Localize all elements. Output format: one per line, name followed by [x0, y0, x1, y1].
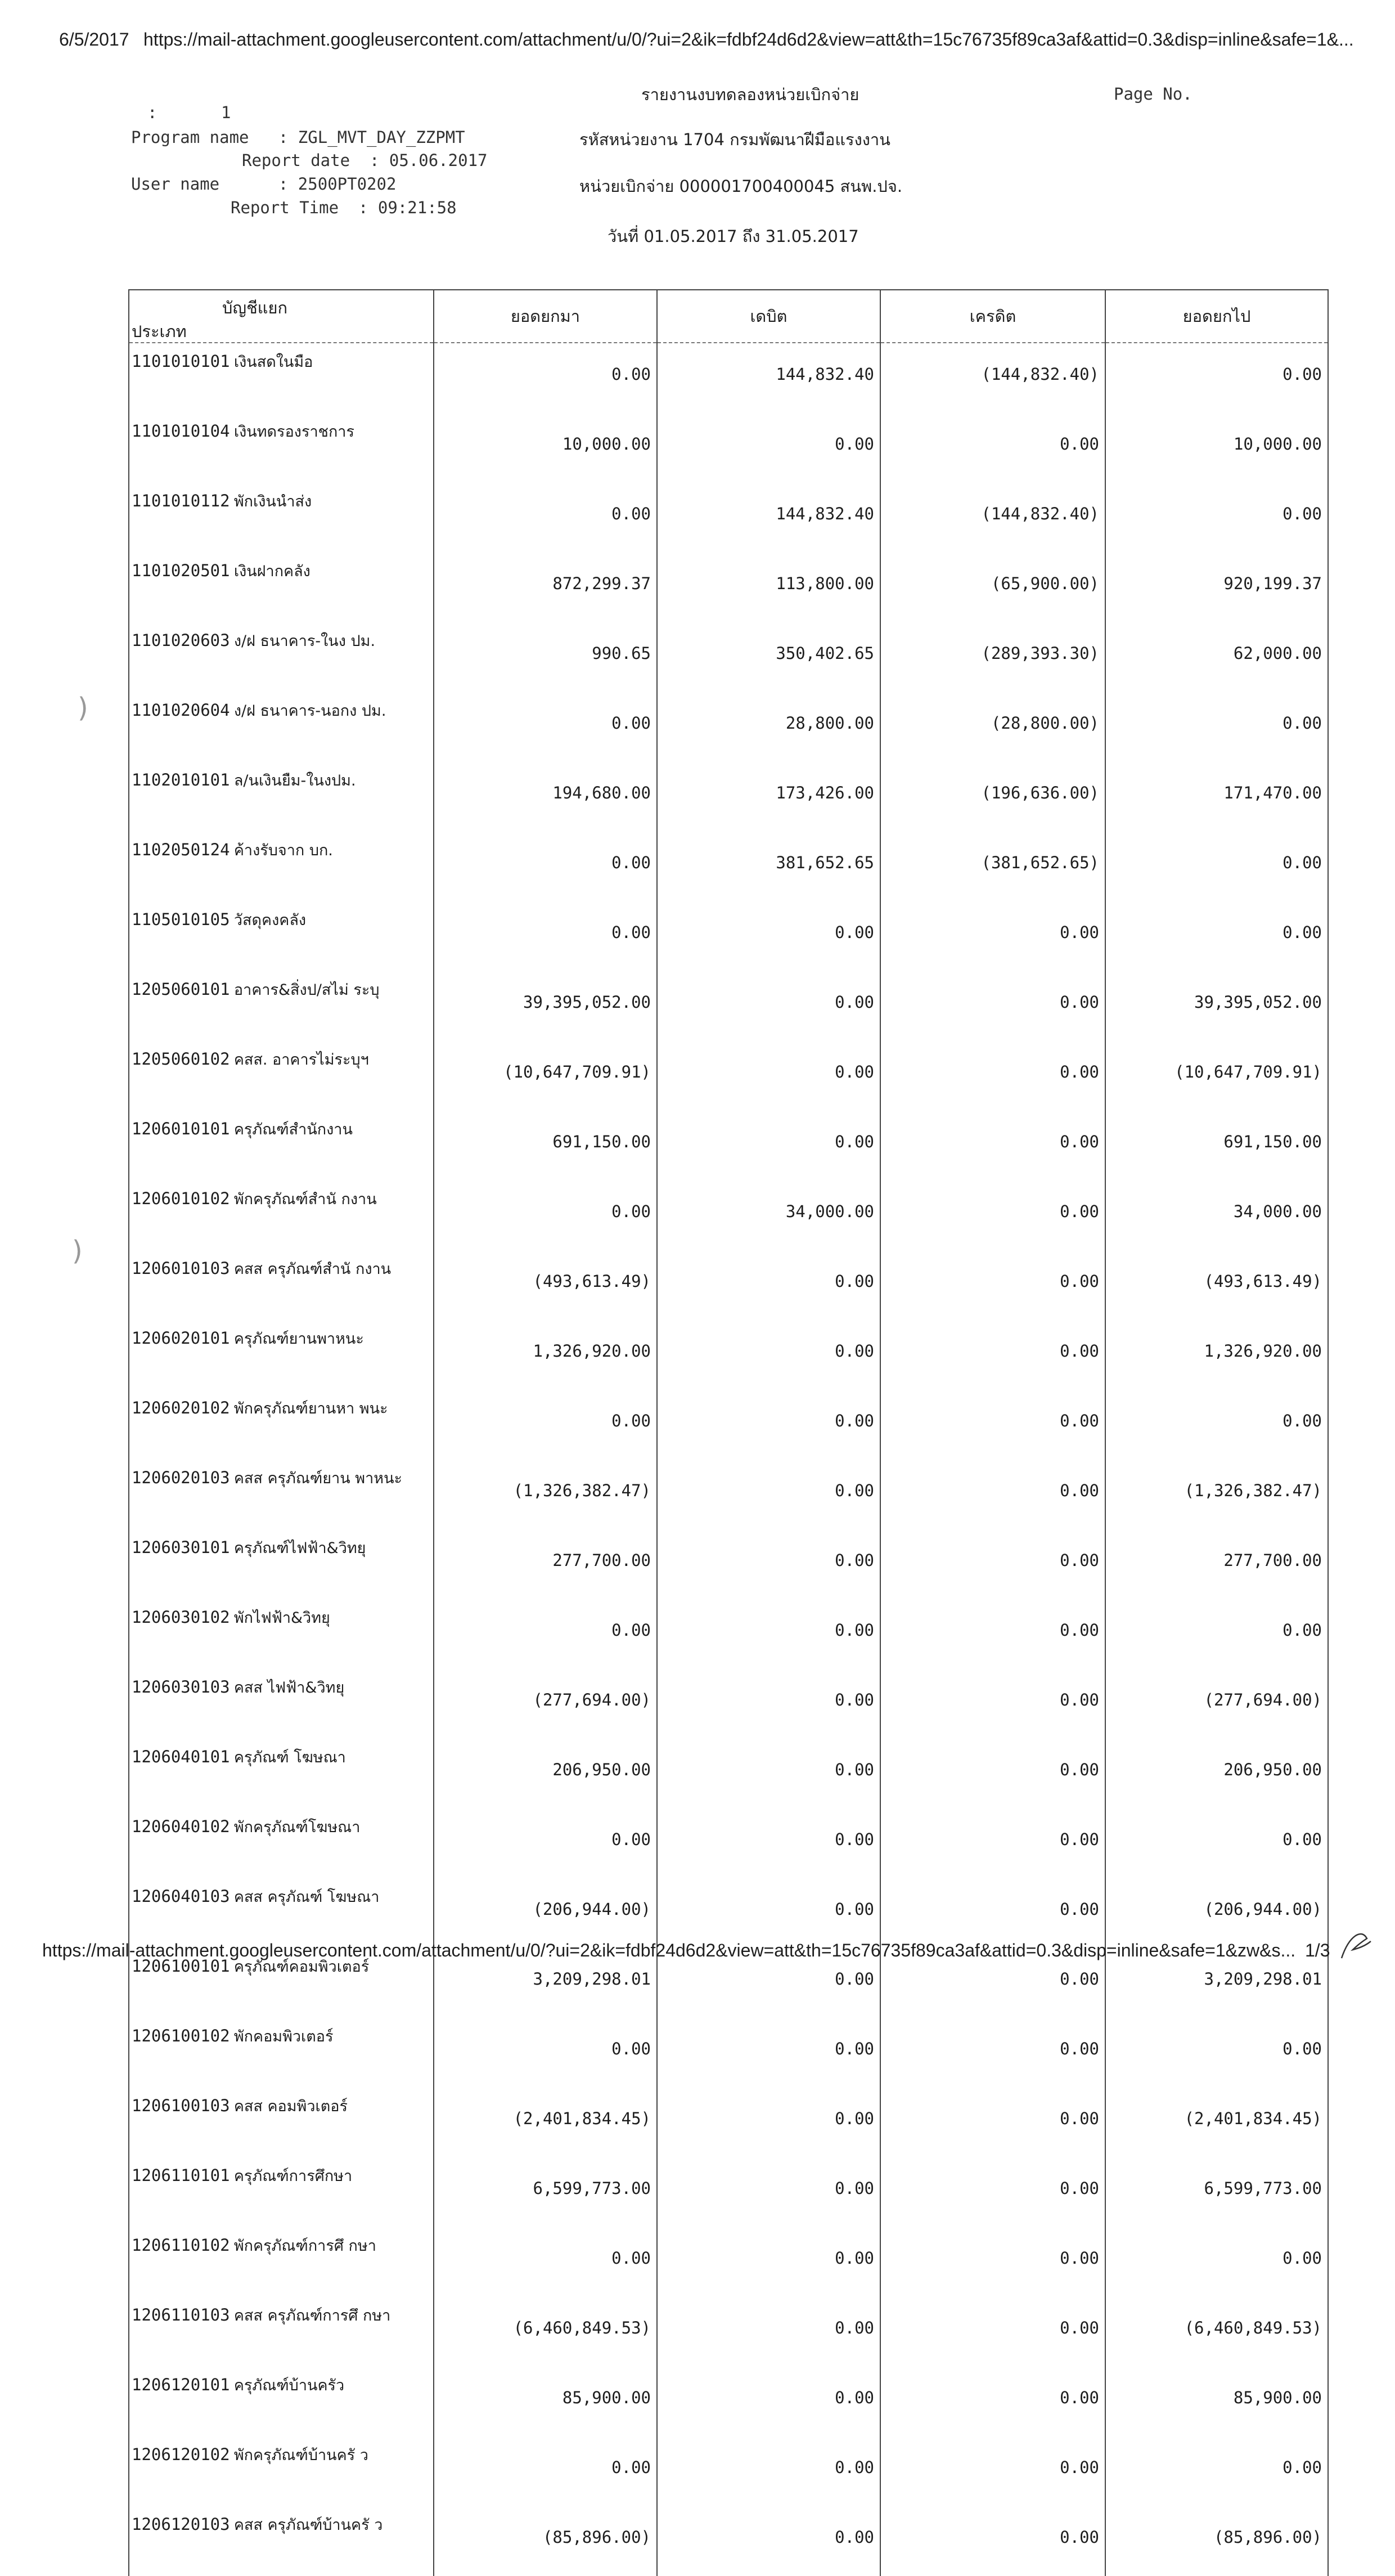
table-row — [129, 901, 1328, 971]
account-name: เงินสดในมือ — [233, 353, 313, 371]
opening-value: (277,694.00) — [434, 1669, 657, 1739]
credit-value: 0.00 — [880, 2018, 1105, 2088]
credit-value: 0.00 — [880, 1739, 1105, 1808]
closing-value: 34,000.00 — [1105, 1181, 1328, 1250]
closing-value: (10,647,709.91) — [1105, 1041, 1328, 1111]
account-code: 1206120101 — [132, 2375, 230, 2394]
account-cell — [129, 2088, 434, 2157]
debit-value: 0.00 — [657, 2227, 880, 2297]
closing-value: 0.00 — [1105, 2436, 1328, 2506]
credit-value: 0.00 — [880, 413, 1105, 483]
account-name: ง/ฝ ธนาคาร-ในง ปม. — [233, 632, 376, 650]
account-cell — [129, 832, 434, 901]
opening-value: (6,460,849.53) — [434, 2297, 657, 2367]
credit-value: 0.00 — [880, 1041, 1105, 1111]
account-cell — [129, 1390, 434, 1460]
header-type-label: ประเภท — [132, 322, 187, 341]
table-row — [129, 553, 1328, 622]
account-cell — [129, 2367, 434, 2436]
opening-value: (206,944.00) — [434, 1878, 657, 1948]
account-code: 1206120103 — [132, 2515, 230, 2534]
credit-value: (289,393.30) — [880, 622, 1105, 692]
account-code: 1205060102 — [132, 1049, 230, 1069]
opening-value: 39,395,052.00 — [434, 971, 657, 1041]
account-code: 1206100102 — [132, 2026, 230, 2045]
account-code: 1206020101 — [132, 1329, 230, 1348]
opening-value: 3,209,298.01 — [434, 1948, 657, 2018]
debit-value: 0.00 — [657, 1529, 880, 1599]
page-no-label: Page No. — [1114, 84, 1192, 104]
opening-value: 0.00 — [434, 2018, 657, 2088]
debit-value: 0.00 — [657, 2506, 880, 2576]
table-row — [129, 762, 1328, 832]
closing-value: 277,700.00 — [1105, 1529, 1328, 1599]
page-no-prefix: : — [147, 103, 158, 122]
opening-value: 10,000.00 — [434, 413, 657, 483]
closing-value: (206,944.00) — [1105, 1878, 1328, 1948]
opening-value: 0.00 — [434, 1181, 657, 1250]
credit-value: (28,800.00) — [880, 692, 1105, 762]
account-code: 1206030103 — [132, 1677, 230, 1697]
account-cell — [129, 1181, 434, 1250]
account-name: คสส ไฟฟ้า&วิทยุ — [233, 1679, 345, 1697]
debit-value: 0.00 — [657, 1320, 880, 1390]
closing-value: 0.00 — [1105, 1808, 1328, 1878]
credit-value: 0.00 — [880, 1250, 1105, 1320]
account-cell — [129, 1669, 434, 1739]
debit-value: 0.00 — [657, 1878, 880, 1948]
credit-value: 0.00 — [880, 2506, 1105, 2576]
account-cell — [129, 1599, 434, 1669]
opening-value: (1,326,382.47) — [434, 1460, 657, 1529]
closing-value: 10,000.00 — [1105, 413, 1328, 483]
table-row — [129, 1529, 1328, 1599]
account-cell — [129, 2227, 434, 2297]
table-row — [129, 1250, 1328, 1320]
credit-value: (381,652.65) — [880, 832, 1105, 901]
debit-value: 0.00 — [657, 901, 880, 971]
credit-value: (196,636.00) — [880, 762, 1105, 832]
account-name: เงินทดรองราชการ — [233, 423, 354, 441]
account-cell — [129, 483, 434, 553]
table-row — [129, 1390, 1328, 1460]
opening-value: 277,700.00 — [434, 1529, 657, 1599]
account-code: 1206110103 — [132, 2305, 230, 2324]
credit-value: 0.00 — [880, 1181, 1105, 1250]
account-code: 1206030101 — [132, 1538, 230, 1557]
closing-value: 206,950.00 — [1105, 1739, 1328, 1808]
account-cell — [129, 1739, 434, 1808]
account-cell — [129, 343, 434, 413]
account-name: คสส ครุภัณฑ์สำนั กงาน — [233, 1260, 392, 1278]
credit-value: (144,832.40) — [880, 343, 1105, 413]
table-row — [129, 1041, 1328, 1111]
table-row — [129, 1739, 1328, 1808]
account-name: คสส. อาคารไม่ระบุฯ — [233, 1051, 369, 1069]
account-cell — [129, 762, 434, 832]
opening-value: 0.00 — [434, 1808, 657, 1878]
closing-value: 0.00 — [1105, 692, 1328, 762]
debit-value: 0.00 — [657, 2018, 880, 2088]
opening-value: 206,950.00 — [434, 1739, 657, 1808]
credit-value: 0.00 — [880, 1390, 1105, 1460]
credit-value: 0.00 — [880, 1669, 1105, 1739]
table-row — [129, 1599, 1328, 1669]
closing-value: 62,000.00 — [1105, 622, 1328, 692]
credit-value: 0.00 — [880, 2157, 1105, 2227]
header-credit: เครดิต — [880, 290, 1105, 343]
opening-value: 6,599,773.00 — [434, 2157, 657, 2227]
closing-value: 0.00 — [1105, 2227, 1328, 2297]
opening-value: (85,896.00) — [434, 2506, 657, 2576]
header-debit: เดบิต — [657, 290, 880, 343]
account-name: พักครุภัณฑ์การศึ กษา — [233, 2237, 376, 2255]
table-row — [129, 483, 1328, 553]
closing-value: (493,613.49) — [1105, 1250, 1328, 1320]
account-cell — [129, 553, 434, 622]
account-code: 1205060101 — [132, 980, 230, 999]
closing-value: 0.00 — [1105, 483, 1328, 553]
credit-value: (65,900.00) — [880, 553, 1105, 622]
account-name: พักไฟฟ้า&วิทยุ — [233, 1609, 330, 1627]
debit-value: 0.00 — [657, 1460, 880, 1529]
table-row — [129, 832, 1328, 901]
account-cell — [129, 2436, 434, 2506]
closing-value: (2,401,834.45) — [1105, 2088, 1328, 2157]
debit-value: 0.00 — [657, 2297, 880, 2367]
date-range: วันที่ 01.05.2017 ถึง 31.05.2017 — [608, 227, 859, 246]
closing-value: 0.00 — [1105, 343, 1328, 413]
debit-value: 0.00 — [657, 1808, 880, 1878]
opening-value: 0.00 — [434, 483, 657, 553]
account-code: 1101010104 — [132, 421, 230, 441]
account-name: คสส ครุภัณฑ์ยาน พาหนะ — [233, 1470, 403, 1487]
account-code: 1101010101 — [132, 352, 230, 371]
account-name: ล/นเงินยืม-ในงปม. — [233, 772, 356, 789]
opening-value: 0.00 — [434, 1390, 657, 1460]
debit-value: 0.00 — [657, 2367, 880, 2436]
account-code: 1206110101 — [132, 2166, 230, 2185]
account-name: พักครุภัณฑ์ยานหา พนะ — [233, 1400, 388, 1417]
account-cell — [129, 1041, 434, 1111]
header-ledger-label: บัญชีแยก — [222, 298, 288, 317]
debit-value: 0.00 — [657, 1111, 880, 1181]
page-no-value: 1 — [221, 103, 231, 122]
table-row — [129, 2227, 1328, 2297]
debit-value: 0.00 — [657, 1948, 880, 2018]
table-row — [129, 2436, 1328, 2506]
credit-value: 0.00 — [880, 2367, 1105, 2436]
account-code: 1206040103 — [132, 1887, 230, 1906]
account-name: ครุภัณฑ์ไฟฟ้า&วิทยุ — [233, 1540, 366, 1557]
account-name: พักครุภัณฑ์สำนั กงาน — [233, 1191, 377, 1208]
debit-value: 0.00 — [657, 1669, 880, 1739]
credit-value: 0.00 — [880, 2088, 1105, 2157]
closing-value: 0.00 — [1105, 832, 1328, 901]
opening-value: 872,299.37 — [434, 553, 657, 622]
account-name: ครุภัณฑ์บ้านครัว — [233, 2377, 345, 2394]
credit-value: 0.00 — [880, 1529, 1105, 1599]
credit-value: 0.00 — [880, 1111, 1105, 1181]
table-row — [129, 2018, 1328, 2088]
credit-value: 0.00 — [880, 2436, 1105, 2506]
account-code: 1206020103 — [132, 1468, 230, 1487]
account-name: เงินฝากคลัง — [233, 563, 310, 580]
disbursement-unit: หน่วยเบิกจ่าย 000001700400045 สนพ.ปจ. — [579, 177, 903, 196]
debit-value: 350,402.65 — [657, 622, 880, 692]
account-code: 1101020603 — [132, 631, 230, 650]
debit-value: 0.00 — [657, 2436, 880, 2506]
account-name: อาคาร&สิ่งป/สไม่ ระบุ — [233, 981, 380, 999]
account-name: ง/ฝ ธนาคาร-นอกง ปม. — [233, 702, 386, 720]
account-cell — [129, 1320, 434, 1390]
opening-value: 85,900.00 — [434, 2367, 657, 2436]
opening-value: (10,647,709.91) — [434, 1041, 657, 1111]
opening-value: 1,326,920.00 — [434, 1320, 657, 1390]
credit-value: (144,832.40) — [880, 483, 1105, 553]
print-date: 6/5/2017 — [59, 29, 129, 50]
account-name: วัสดุคงคลัง — [233, 912, 307, 929]
account-code: 1206010103 — [132, 1259, 230, 1278]
account-code: 1101020604 — [132, 701, 230, 720]
credit-value: 0.00 — [880, 2227, 1105, 2297]
table-row — [129, 622, 1328, 692]
account-name: พักคอมพิวเตอร์ — [233, 2028, 334, 2045]
closing-value: 85,900.00 — [1105, 2367, 1328, 2436]
closing-value: 0.00 — [1105, 1390, 1328, 1460]
account-name: ครุภัณฑ์สำนักงาน — [233, 1121, 353, 1138]
opening-value: 0.00 — [434, 2436, 657, 2506]
account-name: คสส คอมพิวเตอร์ — [233, 2098, 348, 2115]
page-count: 1/3 — [1305, 1940, 1330, 1960]
signature-mark — [1336, 1924, 1375, 1964]
closing-value: 691,150.00 — [1105, 1111, 1328, 1181]
report-title: รายงานงบทดลองหน่วยเบิกจ่าย — [641, 85, 860, 104]
account-code: 1206120102 — [132, 2445, 230, 2464]
credit-value: 0.00 — [880, 1320, 1105, 1390]
opening-value: 0.00 — [434, 343, 657, 413]
credit-value: 0.00 — [880, 971, 1105, 1041]
account-code: 1102010101 — [132, 770, 230, 789]
closing-value: (277,694.00) — [1105, 1669, 1328, 1739]
closing-value: 171,470.00 — [1105, 762, 1328, 832]
table-row — [129, 1460, 1328, 1529]
account-cell — [129, 1878, 434, 1948]
table-row — [129, 1878, 1328, 1948]
account-cell — [129, 2018, 434, 2088]
debit-value: 0.00 — [657, 1250, 880, 1320]
header-opening: ยอดยกมา — [434, 290, 657, 343]
opening-value: (493,613.49) — [434, 1250, 657, 1320]
report-time: Report Time : 09:21:58 — [231, 198, 457, 217]
header-closing: ยอดยกไป — [1105, 290, 1328, 343]
credit-value: 0.00 — [880, 1948, 1105, 2018]
opening-value: 0.00 — [434, 692, 657, 762]
debit-value: 0.00 — [657, 1390, 880, 1460]
account-name: คสส ครุภัณฑ์ โฆษณา — [233, 1888, 380, 1906]
account-code: 1102050124 — [132, 840, 230, 859]
account-cell — [129, 1250, 434, 1320]
credit-value: 0.00 — [880, 901, 1105, 971]
table-row — [129, 692, 1328, 762]
closing-value: (6,460,849.53) — [1105, 2297, 1328, 2367]
account-cell — [129, 901, 434, 971]
opening-value: 194,680.00 — [434, 762, 657, 832]
debit-value: 34,000.00 — [657, 1181, 880, 1250]
account-code: 1105010105 — [132, 910, 230, 929]
debit-value: 0.00 — [657, 2088, 880, 2157]
table-row — [129, 1320, 1328, 1390]
debit-value: 113,800.00 — [657, 553, 880, 622]
debit-value: 0.00 — [657, 1599, 880, 1669]
closing-value: 39,395,052.00 — [1105, 971, 1328, 1041]
debit-value: 0.00 — [657, 1041, 880, 1111]
agency-code: รหัสหน่วยงาน 1704 กรมพัฒนาฝีมือแรงงาน — [579, 130, 891, 149]
debit-value: 0.00 — [657, 1739, 880, 1808]
account-name: คสส ครุภัณฑ์การศึ กษา — [233, 2307, 391, 2324]
closing-value: 0.00 — [1105, 1599, 1328, 1669]
account-cell — [129, 1529, 434, 1599]
account-name: ครุภัณฑ์ โฆษณา — [233, 1749, 346, 1766]
debit-value: 381,652.65 — [657, 832, 880, 901]
account-cell — [129, 2506, 434, 2576]
debit-value: 144,832.40 — [657, 343, 880, 413]
debit-value: 0.00 — [657, 413, 880, 483]
closing-value: (85,896.00) — [1105, 2506, 1328, 2576]
account-cell — [129, 413, 434, 483]
closing-value: 920,199.37 — [1105, 553, 1328, 622]
table-row — [129, 2367, 1328, 2436]
account-cell — [129, 2297, 434, 2367]
user-name: User name : 2500PT0202 — [131, 174, 397, 194]
opening-value: 0.00 — [434, 2227, 657, 2297]
account-name: พักครุภัณฑ์บ้านครั ว — [233, 2447, 368, 2464]
account-cell — [129, 2157, 434, 2227]
program-name: Program name : ZGL_MVT_DAY_ZZPMT — [131, 128, 465, 147]
account-code: 1206010101 — [132, 1119, 230, 1138]
credit-value: 0.00 — [880, 1808, 1105, 1878]
account-code: 1206040101 — [132, 1747, 230, 1766]
account-name: คสส ครุภัณฑ์บ้านครั ว — [233, 2516, 383, 2534]
account-name: ครุภัณฑ์คอมพิวเตอร์ — [233, 1958, 370, 1976]
ledger-table — [128, 289, 1329, 2576]
opening-value: 0.00 — [434, 901, 657, 971]
credit-value: 0.00 — [880, 1878, 1105, 1948]
account-name: พักเงินนำส่ง — [233, 493, 312, 510]
punch-hole-mark: ) — [78, 692, 88, 724]
debit-value: 0.00 — [657, 971, 880, 1041]
account-code: 1206020102 — [132, 1398, 230, 1417]
account-name: ครุภัณฑ์การศึกษา — [233, 2167, 353, 2185]
table-row — [129, 2506, 1328, 2576]
account-cell — [129, 1808, 434, 1878]
report-date: Report date : 05.06.2017 — [242, 151, 488, 170]
print-url-bottom: https://mail-attachment.googleusercontent.com/attachment/u/0/?ui=2&ik=fdbf24d6d2&view=att&th=15c76735f89ca3af&attid=0.3&disp=inline&safe=1&zw&s... — [42, 1940, 1296, 1960]
opening-value: 0.00 — [434, 832, 657, 901]
debit-value: 0.00 — [657, 2157, 880, 2227]
table-row — [129, 413, 1328, 483]
account-cell — [129, 971, 434, 1041]
credit-value: 0.00 — [880, 1599, 1105, 1669]
opening-value: 691,150.00 — [434, 1111, 657, 1181]
account-cell — [129, 1460, 434, 1529]
table-row — [129, 343, 1328, 413]
credit-value: 0.00 — [880, 1460, 1105, 1529]
table-row — [129, 1111, 1328, 1181]
opening-value: (2,401,834.45) — [434, 2088, 657, 2157]
debit-value: 173,426.00 — [657, 762, 880, 832]
credit-value: 0.00 — [880, 2297, 1105, 2367]
opening-value: 0.00 — [434, 1599, 657, 1669]
ledger-body — [129, 343, 1328, 2576]
table-row — [129, 1669, 1328, 1739]
account-code: 1206100101 — [132, 1956, 230, 1976]
closing-value: (1,326,382.47) — [1105, 1460, 1328, 1529]
account-code: 1206110102 — [132, 2236, 230, 2255]
account-code: 1206010102 — [132, 1189, 230, 1208]
opening-value: 990.65 — [434, 622, 657, 692]
table-header-row — [129, 290, 1328, 343]
table-row — [129, 2157, 1328, 2227]
closing-value: 0.00 — [1105, 2018, 1328, 2088]
account-code: 1101020501 — [132, 561, 230, 580]
table-row — [129, 1808, 1328, 1878]
closing-value: 6,599,773.00 — [1105, 2157, 1328, 2227]
account-code: 1206030102 — [132, 1608, 230, 1627]
debit-value: 144,832.40 — [657, 483, 880, 553]
account-cell — [129, 622, 434, 692]
punch-hole-mark: ) — [72, 1235, 83, 1267]
table-row — [129, 971, 1328, 1041]
account-code: 1101010112 — [132, 491, 230, 510]
account-cell — [129, 692, 434, 762]
header-ledger — [129, 290, 434, 343]
account-code: 1206100103 — [132, 2096, 230, 2115]
account-name: พักครุภัณฑ์โฆษณา — [233, 1819, 361, 1836]
closing-value: 3,209,298.01 — [1105, 1948, 1328, 2018]
table-row — [129, 2088, 1328, 2157]
table-row — [129, 1181, 1328, 1250]
debit-value: 28,800.00 — [657, 692, 880, 762]
account-name: ค้างรับจาก บก. — [233, 842, 333, 859]
closing-value: 1,326,920.00 — [1105, 1320, 1328, 1390]
account-cell — [129, 1111, 434, 1181]
table-row — [129, 2297, 1328, 2367]
account-code: 1206040102 — [132, 1817, 230, 1836]
closing-value: 0.00 — [1105, 901, 1328, 971]
print-url-top: https://mail-attachment.googleusercontent.com/attachment/u/0/?ui=2&ik=fdbf24d6d2&view=att&th=15c76735f89ca3af&attid=0.3&disp=inline&safe=1&... — [143, 29, 1354, 50]
account-name: ครุภัณฑ์ยานพาหนะ — [233, 1330, 364, 1348]
